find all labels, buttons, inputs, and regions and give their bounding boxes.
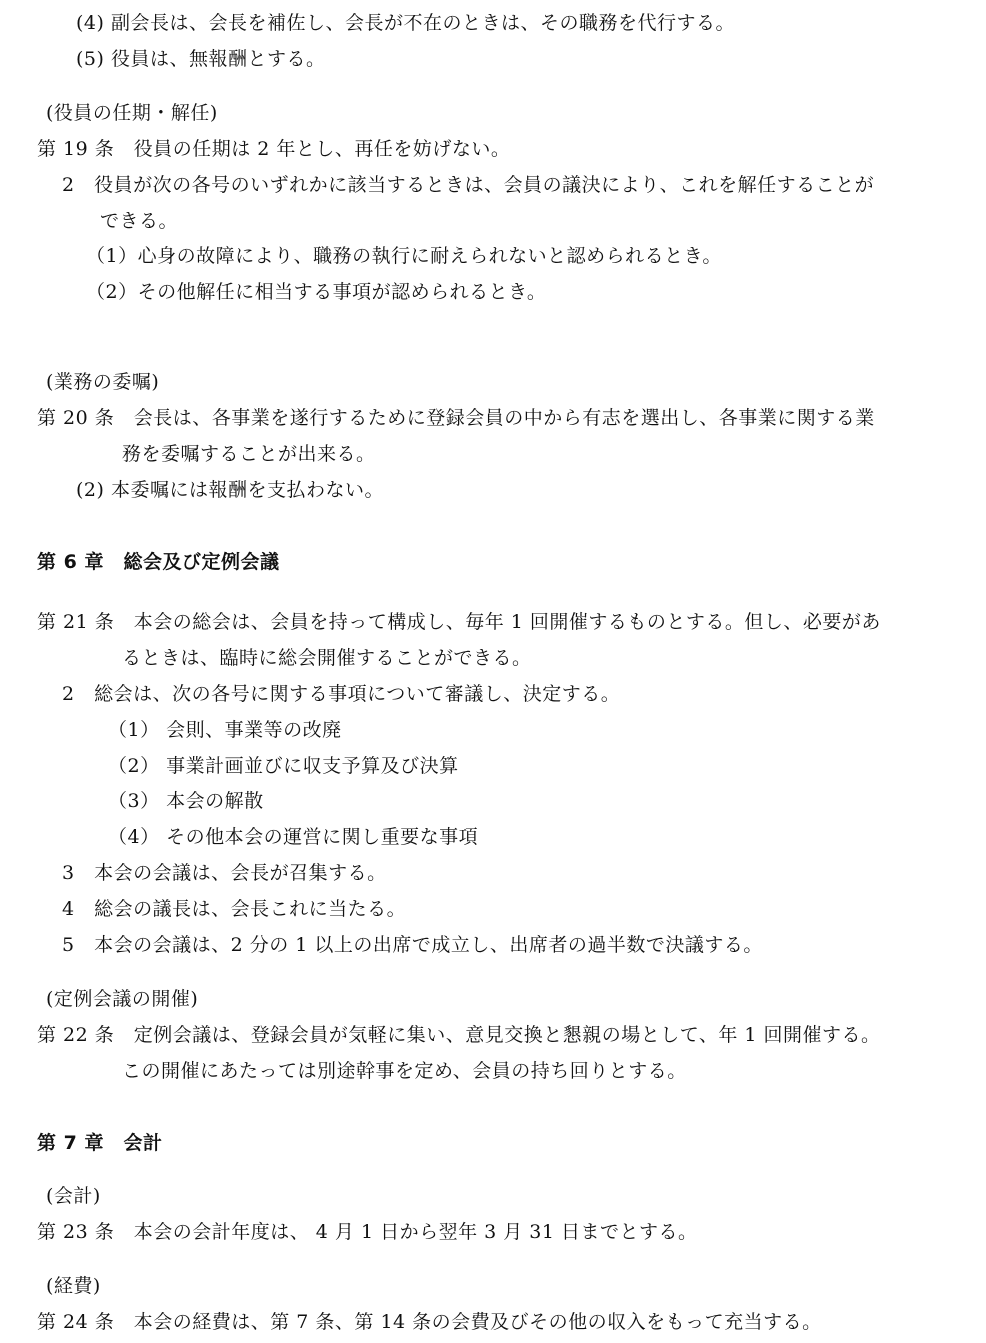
article-21-cont: るときは、臨時に総会開催することができる。: [122, 647, 532, 669]
item-5-officers-no-pay: (5) 役員は、無報酬とする。: [76, 48, 326, 70]
article-23: 第 23 条 本会の会計年度は、 4 月 1 日から翌年 3 月 31 日までとする。: [37, 1221, 698, 1243]
chapter-7-title: 第 7 章 会計: [37, 1132, 163, 1154]
article-24: 第 24 条 本会の経費は、第 7 条、第 14 条の会費及びその他の収入をもって充当する。: [37, 1311, 822, 1333]
article-22: 第 22 条 定例会議は、登録会員が気軽に集い、意見交換と懇親の場として、年 1 回開催する。: [37, 1024, 881, 1046]
article-19: 第 19 条 役員の任期は 2 年とし、再任を妨げない。: [37, 138, 511, 160]
article-20: 第 20 条 会長は、各事業を遂行するために登録会員の中から有志を選出し、各事業に関する業: [37, 407, 875, 429]
heading-regular-meeting: (定例会議の開催): [46, 988, 199, 1010]
article-21-item-2: （2） 事業計画並びに収支予算及び決算: [108, 755, 459, 777]
article-20-cont: 務を委嘱することが出来る。: [122, 443, 376, 465]
article-21-item-4: （4） その他本会の運営に関し重要な事項: [108, 826, 479, 848]
heading-accounting: (会計): [46, 1185, 101, 1207]
item-4-vice-president: (4) 副会長は、会長を補佐し、会長が不在のときは、その職務を代行する。: [76, 12, 735, 34]
article-19-para-2-cont: できる。: [100, 210, 179, 232]
chapter-6-title: 第 6 章 総会及び定例会議: [37, 551, 280, 573]
article-20-item-2: (2) 本委嘱には報酬を支払わない。: [76, 479, 384, 501]
article-19-item-1: （1）心身の故障により、職務の執行に耐えられないと認められるとき。: [86, 245, 722, 267]
article-19-para-2: 2 役員が次の各号のいずれかに該当するときは、会員の議決により、これを解任することが: [62, 174, 875, 196]
article-21: 第 21 条 本会の総会は、会員を持って構成し、毎年 1 回開催するものとする。但し、必要があ: [37, 611, 881, 633]
heading-expenses: (経費): [46, 1275, 101, 1297]
article-19-item-2: （2）その他解任に相当する事項が認められるとき。: [86, 281, 547, 303]
article-21-item-1: （1） 会則、事業等の改廃: [108, 719, 342, 741]
article-21-item-3: （3） 本会の解散: [108, 790, 264, 812]
heading-business-commission: (業務の委嘱): [46, 371, 160, 393]
heading-officer-term: (役員の任期・解任): [46, 102, 218, 124]
article-21-para-3: 3 本会の会議は、会長が召集する。: [62, 862, 387, 884]
article-21-para-4: 4 総会の議長は、会長これに当たる。: [62, 898, 407, 920]
article-22-cont: この開催にあたっては別途幹事を定め、会員の持ち回りとする。: [122, 1060, 687, 1082]
article-21-para-5: 5 本会の会議は、2 分の 1 以上の出席で成立し、出席者の過半数で決議する。: [62, 934, 763, 956]
article-21-para-2: 2 総会は、次の各号に関する事項について審議し、決定する。: [62, 683, 621, 705]
